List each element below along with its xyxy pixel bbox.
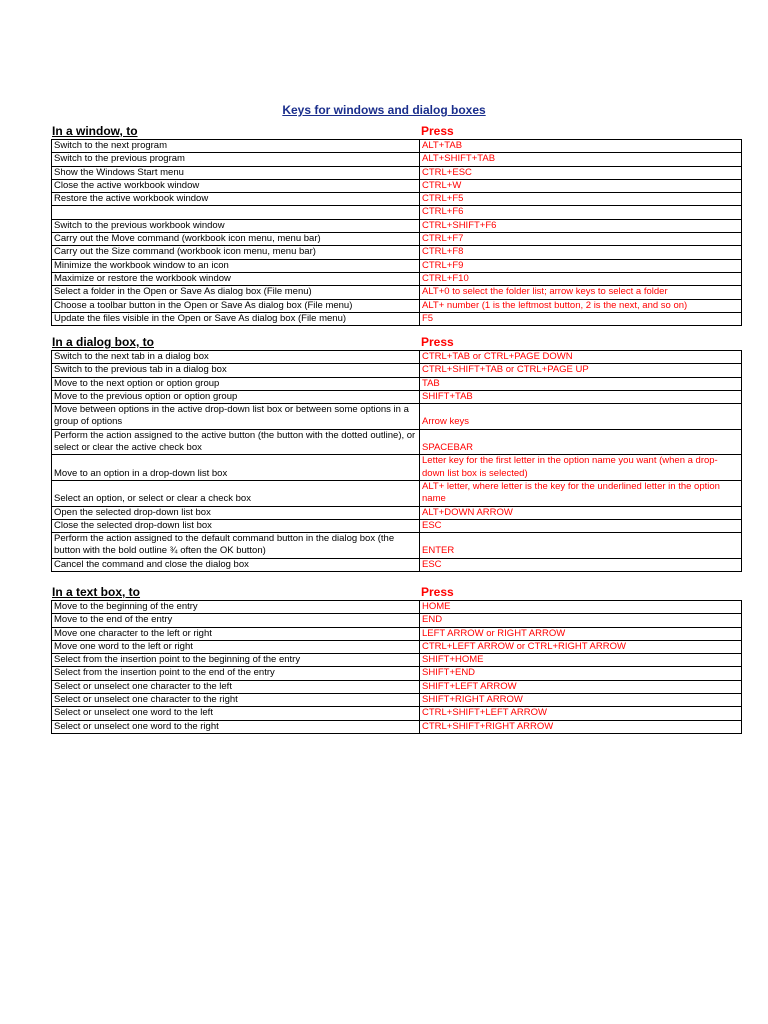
task-cell: Restore the active workbook window (52, 193, 420, 206)
shortcut-table-textbox (51, 600, 742, 734)
press-heading: Press (421, 124, 454, 138)
task-cell: Select from the insertion point to the beginning of the entry (52, 654, 420, 667)
shortcut-cell: SHIFT+END (420, 667, 742, 680)
task-cell: Switch to the next tab in a dialog box (52, 351, 420, 364)
shortcut-cell: CTRL+F7 (420, 233, 742, 246)
task-cell: Select an option, or select or clear a check box (52, 480, 420, 506)
task-cell: Switch to the previous tab in a dialog box (52, 364, 420, 377)
table-row (52, 627, 742, 640)
task-cell: Choose a toolbar button in the Open or Save As dialog box (File menu) (52, 299, 420, 312)
table-body (52, 601, 742, 734)
table-row (52, 654, 742, 667)
section-dialog (51, 334, 741, 572)
section-header (51, 123, 741, 139)
table-row (52, 206, 742, 219)
section-window (51, 123, 741, 326)
shortcut-cell: CTRL+LEFT ARROW or CTRL+RIGHT ARROW (420, 640, 742, 653)
task-cell: Move between options in the active drop-down list box or between some options in a group of options (52, 404, 420, 430)
task-cell: Select or unselect one character to the left (52, 680, 420, 693)
section-header (51, 334, 741, 350)
shortcut-cell: CTRL+F10 (420, 272, 742, 285)
task-cell: Update the files visible in the Open or Save As dialog box (File menu) (52, 312, 420, 325)
table-body (52, 140, 742, 326)
shortcut-cell: CTRL+W (420, 179, 742, 192)
shortcut-cell: CTRL+SHIFT+RIGHT ARROW (420, 720, 742, 733)
table-row (52, 179, 742, 192)
section-heading: In a dialog box, to (52, 335, 154, 349)
task-cell: Close the selected drop-down list box (52, 519, 420, 532)
shortcut-cell: CTRL+F9 (420, 259, 742, 272)
shortcut-cell: ESC (420, 519, 742, 532)
task-cell: Move to the previous option or option group (52, 390, 420, 403)
shortcut-cell: SHIFT+TAB (420, 390, 742, 403)
task-cell: Select a folder in the Open or Save As dialog box (File menu) (52, 286, 420, 299)
table-row (52, 272, 742, 285)
shortcut-cell: F5 (420, 312, 742, 325)
table-row (52, 519, 742, 532)
task-cell: Switch to the previous workbook window (52, 219, 420, 232)
section-textbox (51, 584, 741, 734)
press-heading: Press (421, 585, 454, 599)
shortcut-table-window (51, 139, 742, 326)
table-row (52, 390, 742, 403)
task-cell: Move to the next option or option group (52, 377, 420, 390)
task-cell: Move one character to the left or right (52, 627, 420, 640)
table-row (52, 694, 742, 707)
shortcut-cell: Arrow keys (420, 404, 742, 430)
shortcut-cell: ALT+TAB (420, 140, 742, 153)
task-cell: Perform the action assigned to the default command button in the dialog box (the button with the bold outline ¾ often the OK button) (52, 533, 420, 559)
table-row (52, 377, 742, 390)
task-cell: Carry out the Size command (workbook icon menu, menu bar) (52, 246, 420, 259)
section-heading: In a window, to (52, 124, 138, 138)
table-row (52, 601, 742, 614)
task-cell (52, 206, 420, 219)
shortcut-cell: END (420, 614, 742, 627)
table-row (52, 259, 742, 272)
table-row (52, 533, 742, 559)
table-row (52, 364, 742, 377)
table-row (52, 140, 742, 153)
table-row (52, 299, 742, 312)
table-row (52, 166, 742, 179)
shortcut-cell: SHIFT+RIGHT ARROW (420, 694, 742, 707)
shortcut-cell: LEFT ARROW or RIGHT ARROW (420, 627, 742, 640)
shortcut-cell: SHIFT+HOME (420, 654, 742, 667)
table-row (52, 558, 742, 571)
shortcut-cell: CTRL+F5 (420, 193, 742, 206)
table-row (52, 640, 742, 653)
shortcut-cell: CTRL+ESC (420, 166, 742, 179)
table-row (52, 246, 742, 259)
task-cell: Move to the end of the entry (52, 614, 420, 627)
shortcut-cell: CTRL+F8 (420, 246, 742, 259)
table-row (52, 193, 742, 206)
shortcut-cell: ESC (420, 558, 742, 571)
shortcut-cell: TAB (420, 377, 742, 390)
section-heading: In a text box, to (52, 585, 141, 599)
task-cell: Switch to the next program (52, 140, 420, 153)
shortcut-table-dialog (51, 350, 742, 572)
table-row (52, 286, 742, 299)
table-row (52, 153, 742, 166)
task-cell: Show the Windows Start menu (52, 166, 420, 179)
section-header (51, 584, 741, 600)
shortcut-cell: ENTER (420, 533, 742, 559)
shortcut-cell: CTRL+F6 (420, 206, 742, 219)
task-cell: Select from the insertion point to the end of the entry (52, 667, 420, 680)
shortcut-cell: CTRL+SHIFT+TAB or CTRL+PAGE UP (420, 364, 742, 377)
shortcut-cell: CTRL+SHIFT+LEFT ARROW (420, 707, 742, 720)
task-cell: Move one word to the left or right (52, 640, 420, 653)
table-row (52, 404, 742, 430)
task-cell: Select or unselect one word to the right (52, 720, 420, 733)
table-row (52, 455, 742, 481)
shortcut-cell: CTRL+TAB or CTRL+PAGE DOWN (420, 351, 742, 364)
table-row (52, 680, 742, 693)
task-cell: Move to an option in a drop-down list box (52, 455, 420, 481)
shortcut-cell: HOME (420, 601, 742, 614)
shortcut-cell: ALT+ number (1 is the leftmost button, 2 is the next, and so on) (420, 299, 742, 312)
table-row (52, 506, 742, 519)
shortcut-cell: ALT+DOWN ARROW (420, 506, 742, 519)
table-row (52, 667, 742, 680)
table-row (52, 480, 742, 506)
task-cell: Move to the beginning of the entry (52, 601, 420, 614)
task-cell: Close the active workbook window (52, 179, 420, 192)
page-title: Keys for windows and dialog boxes (282, 103, 486, 117)
table-row (52, 351, 742, 364)
task-cell: Perform the action assigned to the active button (the button with the dotted outline), or select or clear the active check box (52, 429, 420, 455)
table-row (52, 720, 742, 733)
shortcut-cell: SPACEBAR (420, 429, 742, 455)
table-row (52, 233, 742, 246)
task-cell: Carry out the Move command (workbook icon menu, menu bar) (52, 233, 420, 246)
task-cell: Maximize or restore the workbook window (52, 272, 420, 285)
table-row (52, 312, 742, 325)
table-row (52, 614, 742, 627)
table-body (52, 351, 742, 572)
task-cell: Select or unselect one character to the right (52, 694, 420, 707)
shortcut-cell: ALT+0 to select the folder list; arrow keys to select a folder (420, 286, 742, 299)
press-heading: Press (421, 335, 454, 349)
task-cell: Cancel the command and close the dialog box (52, 558, 420, 571)
task-cell: Select or unselect one word to the left (52, 707, 420, 720)
shortcut-cell: Letter key for the first letter in the option name you want (when a drop-down list box is selected) (420, 455, 742, 481)
task-cell: Open the selected drop-down list box (52, 506, 420, 519)
shortcut-cell: SHIFT+LEFT ARROW (420, 680, 742, 693)
table-row (52, 429, 742, 455)
task-cell: Minimize the workbook window to an icon (52, 259, 420, 272)
shortcut-cell: CTRL+SHIFT+F6 (420, 219, 742, 232)
shortcut-cell: ALT+SHIFT+TAB (420, 153, 742, 166)
task-cell: Switch to the previous program (52, 153, 420, 166)
shortcut-cell: ALT+ letter, where letter is the key for the underlined letter in the option name (420, 480, 742, 506)
table-row (52, 707, 742, 720)
table-row (52, 219, 742, 232)
